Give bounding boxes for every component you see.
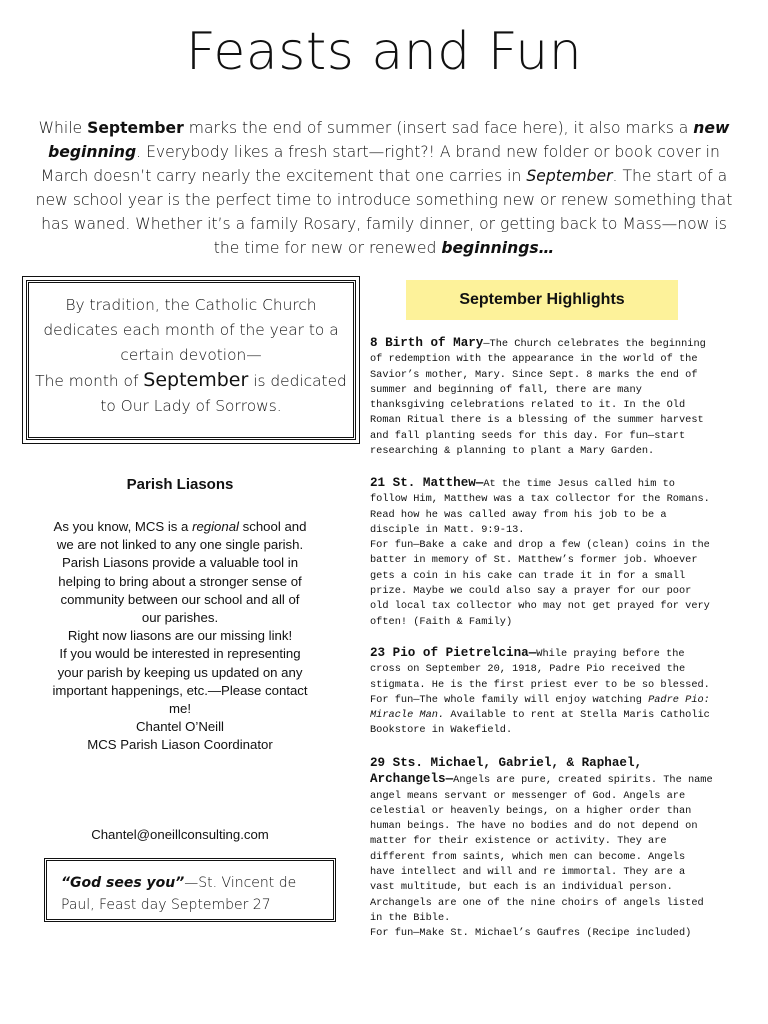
feast-birth-of-mary: 8 Birth of Mary—The Church celebrates the beginning of redemption with the appearance in the world of the Savior’s mother, Mary. Since Sept. 8 marks the end of summer and beginning of fall, there are many thanksgiving celebrations related to it. In the Old Roman Ritual there is a blessing of the summer harvest and fall planting seeds for this day. For fun—start researching & planning to plant a Mary Garden. <box>370 336 706 458</box>
quote-text: “God sees you” <box>61 875 185 891</box>
feast-st-matthew: 21 St. Matthew—At the time Jesus called him to follow Him, Matthew was a tax collector for the Romans. Read how he was called away from his job to be a disciple in Matt. 9:9-13. For fun—Bake a cake and drop a few (clean) coins in the batter in memory of St. Matthew’s former job. Whoever gets a coin in his cake can trade it in for a small prize. Maybe we could also say a prayer for our poor old local tax collector who may not get prayed for very often! (Faith & Family) <box>370 476 710 628</box>
september-highlights-banner: September Highlights <box>406 280 678 320</box>
parish-liasons-heading: Parish Liasons <box>126 476 234 493</box>
page-title: Feasts and Fun <box>185 22 583 82</box>
devotion-text: By tradition, the Catholic Church dedicates each month of the year to a certain devotion— The month of September is dedicated to Our Lady of Sorrows. <box>35 296 347 415</box>
devotion-box <box>26 280 356 440</box>
intro-paragraph: While September marks the end of summer (insert sad face here), it also marks a new beginning. Everybody likes a fresh start—right?! A brand new folder or book cover in March doesn’t carry nearly the excitement that one carries in September. The start of a new school year is the perfect time to introduce something new or renew something that has waned. Whether it’s a family Rosary, family dinner, or getting back to Mass—now is the time for new or renewed beginnings… <box>35 119 733 257</box>
parish-liasons-body: As you know, MCS is a regional school and we are not linked to any one single parish. Parish Liasons provide a valuable tool in helping to bring about a stronger sense of community between our school and all of our parishes. Right now liasons are our missing link! If you would be interested in representing your parish by keeping us updated on any important happenings, etc.—Please contact me! Chantel O’Neill MCS Parish Liason Coordinator <box>52 519 308 753</box>
feast-padre-pio: 23 Pio of Pietrelcina—While praying before the cross on September 20, 1918, Padre Pio received the stigmata. He is the first priest ever to be so blessed. For fun—The whole family will enjoy watching Padre Pio: Miracle Man. Available to rent at Stella Maris Catholic Bookstore in Wakefield. <box>370 646 710 737</box>
contact-email: Chantel@oneillconsulting.com <box>91 827 269 842</box>
quote-box <box>44 858 336 922</box>
quote-attribution: —St. Vincent de Paul, Feast day September 27 <box>61 875 297 913</box>
feast-archangels: 29 Sts. Michael, Gabriel, & Raphael, Archangels—Angels are pure, created spirits. The name angel means servant or messenger of God. Angels are celestial or heavenly beings, on a higher order than human beings. The have no bodies and do not depend on matter for their existence or activity. They are different from saints, which men can become. Angels have intellect and will and re immortal. They are a vast multitude, but each is an individual person. Archangels are one of the nine choirs of angels listed in the Bible. For fun—Make St. Michael’s Gaufres (Recipe included) <box>370 756 713 940</box>
